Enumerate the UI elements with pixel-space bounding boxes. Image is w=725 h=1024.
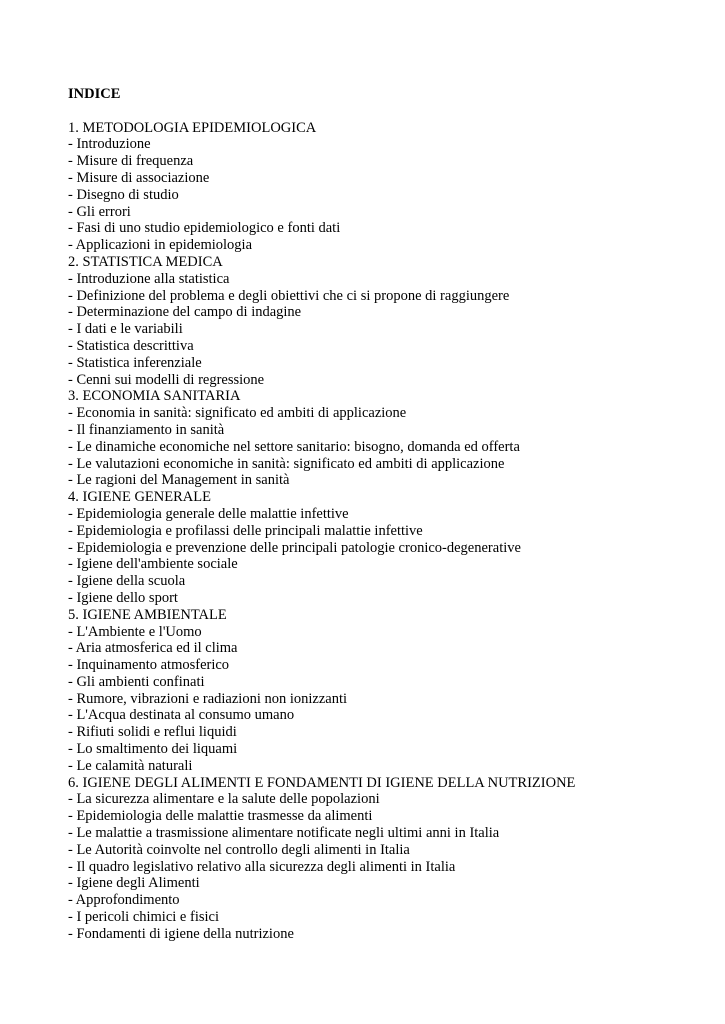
toc-entry: - Applicazioni in epidemiologia (68, 237, 253, 254)
toc-entry: - Disegno di studio (68, 186, 179, 203)
toc-entry: - Lo smaltimento dei liquami (68, 741, 238, 758)
toc-entry: - La sicurezza alimentare e la salute delle popolazioni (68, 791, 380, 808)
toc-entry: - Igiene degli Alimenti (68, 875, 200, 892)
toc-entry: - Le valutazioni economiche in sanità: significato ed ambiti di applicazione (68, 455, 505, 472)
section-heading: 5. IGIENE AMBIENTALE (68, 606, 227, 623)
toc-entry: - Epidemiologia generale delle malattie infettive (68, 505, 349, 522)
document-page (68, 86, 708, 943)
toc-entry: - Approfondimento (68, 892, 180, 909)
toc-entry: - Igiene dell'ambiente sociale (68, 556, 238, 573)
toc-entry: - Il finanziamento in sanità (68, 421, 225, 438)
toc-entry: - Misure di associazione (68, 169, 210, 186)
toc-entry: - Epidemiologia delle malattie trasmesse da alimenti (68, 808, 373, 825)
toc-entry: - Rifiuti solidi e reflui liquidi (68, 724, 237, 741)
toc-entry: - Cenni sui modelli di regressione (68, 371, 265, 388)
toc-entry: - Aria atmosferica ed il clima (68, 640, 238, 657)
toc-entry: - Le Autorità coinvolte nel controllo degli alimenti in Italia (68, 841, 410, 858)
toc-entry: - Definizione del problema e degli obiettivi che ci si propone di raggiungere (68, 287, 510, 304)
toc-entry: - Igiene della scuola (68, 573, 186, 590)
section-heading: 6. IGIENE DEGLI ALIMENTI E FONDAMENTI DI IGIENE DELLA NUTRIZIONE (68, 774, 576, 791)
toc-entry: - Inquinamento atmosferico (68, 657, 230, 674)
section-heading: 2. STATISTICA MEDICA (68, 253, 223, 270)
toc-entry: - Le malattie a trasmissione alimentare notificate negli ultimi anni in Italia (68, 825, 500, 842)
page-title: INDICE (68, 86, 121, 102)
section-heading: 4. IGIENE GENERALE (68, 489, 211, 506)
toc-entry: - Gli ambienti confinati (68, 673, 205, 690)
toc-entry: - Le dinamiche economiche nel settore sanitario: bisogno, domanda ed offerta (68, 438, 520, 455)
toc-entry: - I pericoli chimici e fisici (68, 909, 219, 926)
toc-entry: - Il quadro legislativo relativo alla sicurezza degli alimenti in Italia (68, 858, 456, 875)
toc-entry: - Le ragioni del Management in sanità (68, 472, 290, 489)
toc-entry: - L'Acqua destinata al consumo umano (68, 707, 295, 724)
toc-entry: - Epidemiologia e profilassi delle principali malattie infettive (68, 522, 423, 539)
toc-entry: - Gli errori (68, 203, 131, 220)
table-of-contents (68, 120, 708, 943)
toc-entry: - I dati e le variabili (68, 321, 183, 338)
toc-entry: - Fasi di uno studio epidemiologico e fonti dati (68, 220, 341, 237)
section-heading: 3. ECONOMIA SANITARIA (68, 388, 241, 405)
toc-entry: - Epidemiologia e prevenzione delle principali patologie cronico-degenerative (68, 539, 521, 556)
toc-entry: - Le calamità naturali (68, 757, 193, 774)
toc-entry: - Determinazione del campo di indagine (68, 304, 302, 321)
section-heading: 1. METODOLOGIA EPIDEMIOLOGICA (68, 119, 317, 136)
toc-entry: - Introduzione alla statistica (68, 270, 230, 287)
toc-entry: - Fondamenti di igiene della nutrizione (68, 925, 294, 942)
toc-entry: - L'Ambiente e l'Uomo (68, 623, 202, 640)
toc-entry: - Rumore, vibrazioni e radiazioni non ionizzanti (68, 690, 348, 707)
toc-entry: - Introduzione (68, 136, 151, 153)
toc-entry: - Economia in sanità: significato ed ambiti di applicazione (68, 405, 407, 422)
toc-entry: - Igiene dello sport (68, 589, 178, 606)
toc-entry: - Misure di frequenza (68, 153, 194, 170)
toc-entry: - Statistica inferenziale (68, 354, 202, 371)
toc-entry: - Statistica descrittiva (68, 337, 194, 354)
